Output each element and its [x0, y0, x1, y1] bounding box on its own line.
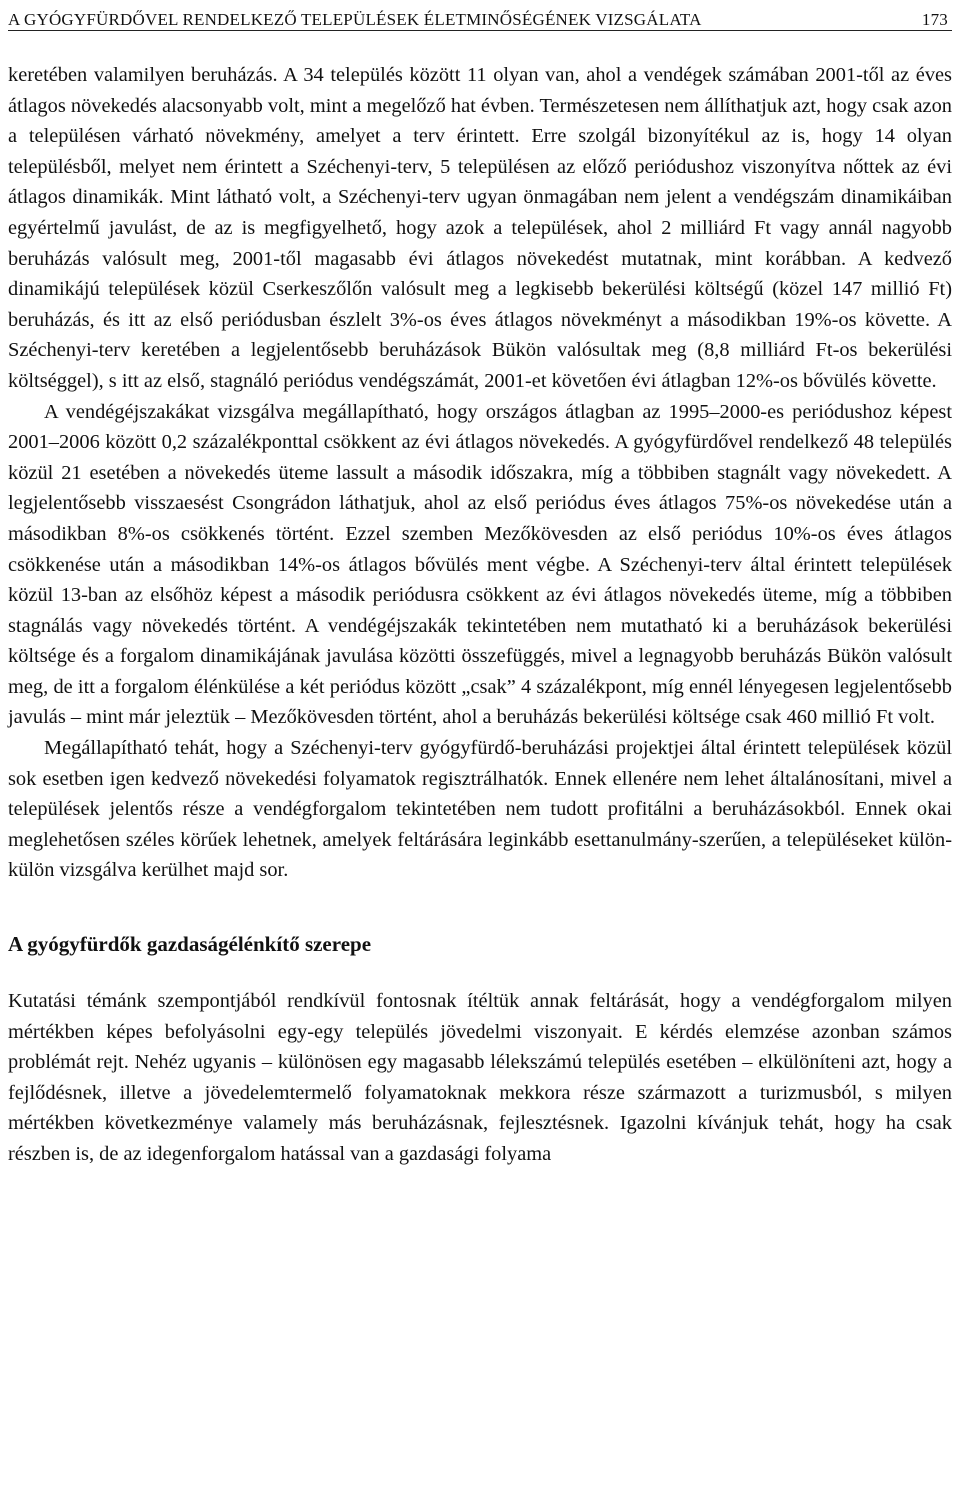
running-header-title: A GYÓGYFÜRDŐVEL RENDELKEZŐ TELEPÜLÉSEK ÉLETMINŐSÉGÉNEK VIZSGÁLATA: [8, 10, 702, 29]
paragraph: Kutatási témánk szempontjából rendkívül fontosnak ítéltük annak feltárását, hogy a vendégforgalom milyen mértékben képes befolyásolni egy-egy település jövedelmi viszonyait. E kérdés elemzése azonban számos problémát rejt. Nehéz ugyanis – különösen egy magasabb lélekszámú település esetében – elkülöníteni azt, hogy a fejlődésnek, illetve a jövedelemtermelő folyamatoknak mekkora része származott a turizmusból, s milyen mértékben következménye valamely más beruházásnak, fejlesztésnek. Igazolni kívánjuk tehát, hogy ha csak részben is, de az idegenforgalom hatással van a gazdasági folyama: [8, 990, 952, 1165]
paragraph: A vendégéjszakákat vizsgálva megállapítható, hogy országos átlagban az 1995–2000-es periódushoz képest 2001–2006 között 0,2 százalékponttal csökkent az évi átlagos növekedés. A gyógyfürdővel rendelkező 48 település közül 21 esetében a növekedés üteme lassult a második időszakra, míg a többiben stagnált vagy növekedett. A legjelentősebb visszaesést Csongrádon láthatjuk, ahol az első periódus éves átlagos 75%-os növekedése után a másodikban 8%-os csökkenés történt. Ezzel szemben Mezőkövesden az első periódus 10%-os éves átlagos csökkenése után a másodikban 14%-os átlagos bővülés ment végbe. A Széchenyi-terv által érintett települések közül 13-ban az elsőhöz képest a második periódusra csökkent az évi átlagos növekedés üteme, míg a többiben stagnálás vagy növekedés történt. A vendégéjszakák tekintetében nem mutatható ki a beruházások bekerülési költsége és a forgalom dinamikájának javulása közötti összefüggés, mivel a legnagyobb beruházás Bükön valósult meg, de itt a forgalom élénkülése a két periódus között „csak” 4 százalékpont, míg ennél lényegesen legjelentősebb javulás – mint már jeleztük – Mezőkövesden történt, ahol a beruházás bekerülési költsége csak 460 millió Ft volt.: [8, 400, 952, 729]
running-header: [8, 0, 952, 31]
body-text: [8, 60, 952, 1170]
document-page: [8, 0, 952, 1170]
paragraph: keretében valamilyen beruházás. A 34 település között 11 olyan van, ahol a vendégek számában 2001-től az éves átlagos növekedés alacsonyabb volt, mint a megelőző hat évben. Természetesen nem állíthatjuk azt, hogy csak azon a településen várható növekmény, amelyet a terv érintett. Erre szolgál bizonyítékul az is, hogy 14 olyan településből, melyet nem érintett a Széchenyi-terv, 5 településen az előző periódushoz viszonyítva nőttek az évi átlagos dinamikák. Mint látható volt, a Széchenyi-terv ugyan önmagában nem jelent a vendégszám dinamikáiban egyértelmű javulást, de az is megfigyelhető, hogy azok a települések, ahol 2 milliárd Ft vagy annál nagyobb beruházás valósult meg, 2001-től magasabb évi átlagos növekedést mutatnak, mint korábban. A kedvező dinamikájú települések közül Cserkeszőlőn valósult meg a legkisebb bekerülési költségű (közel 147 millió Ft) beruházás, és itt az első periódusban észlelt 3%-os éves átlagos növekményt a másodikban 19%-os követte. A Széchenyi-terv keretében a legjelentősebb beruházások Bükön valósultak meg (8,8 milliárd Ft-os bekerülési költséggel), s itt az első, stagnáló periódus vendégszámát, 2001-et követően évi átlagban 12%-os bővülés követte.: [8, 64, 952, 392]
page-number: 173: [921, 10, 948, 29]
section-heading: A gyógyfürdők gazdaságélénkítő szerepe: [8, 932, 372, 957]
paragraph: Megállapítható tehát, hogy a Széchenyi-terv gyógyfürdő-beruházási projektjei által érintett települések közül sok esetben igen kedvező növekedési folyamatok regisztrálhatók. Ennek ellenére nem lehet általánosítani, mivel a települések jelentős része a vendégforgalom tekintetében nem tudott profitálni a beruházásokból. Ennek okai meglehetősen széles körűek lehetnek, amelyek feltárására leginkább esettanulmány-szerűen, a településeket külön-külön vizsgálva kerülhet majd sor.: [8, 737, 952, 882]
